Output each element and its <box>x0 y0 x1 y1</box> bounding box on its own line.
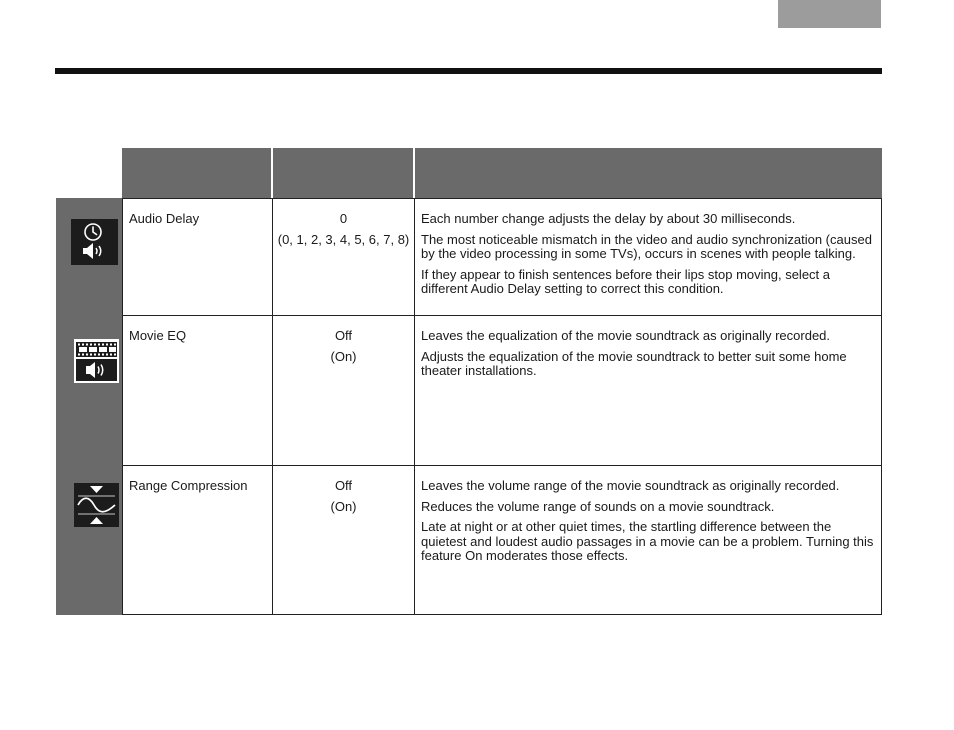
value-options: (On) <box>330 498 357 514</box>
header-cell-value <box>273 148 414 198</box>
value-options: (On) <box>330 348 357 364</box>
setting-name: Movie EQ <box>123 316 273 465</box>
description-paragraph: Leaves the volume range of the movie soundtrack as originally recorded. <box>421 478 840 493</box>
description-paragraph: Adjusts the equalization of the movie soundtrack to better suit some home theater installations. <box>421 348 847 378</box>
table-row <box>123 316 881 466</box>
description-paragraph: Leaves the equalization of the movie soundtrack as originally recorded. <box>421 328 831 343</box>
top-rule <box>55 68 882 74</box>
icon-column <box>56 198 122 615</box>
setting-values <box>273 199 415 315</box>
table-row <box>123 466 881 614</box>
setting-values <box>273 466 415 614</box>
description-paragraph: Reduces the volume range of sounds on a movie soundtrack. <box>421 498 775 514</box>
default-value: Off <box>334 328 353 343</box>
description-paragraph: If they appear to finish sentences before their lips stop moving, select a different Audio Delay setting to correct this condition. <box>421 266 831 296</box>
settings-table <box>122 198 882 615</box>
table-header <box>122 148 882 198</box>
default-value: 0 <box>339 211 348 226</box>
header-cell-description <box>415 148 882 198</box>
setting-values <box>273 316 415 465</box>
default-value: Off <box>334 478 353 493</box>
setting-name: Audio Delay <box>123 199 273 315</box>
setting-description <box>415 316 881 465</box>
clock-speaker-icon <box>71 219 118 265</box>
description-paragraph: Each number change adjusts the delay by about 30 milliseconds. <box>421 211 796 226</box>
table-row <box>123 199 881 316</box>
film-speaker-icon <box>74 339 119 383</box>
setting-name: Range Compression <box>123 466 273 614</box>
setting-description <box>415 199 881 315</box>
compression-wave-icon <box>74 483 119 527</box>
header-cell-setting <box>122 148 272 198</box>
description-paragraph: Late at night or at other quiet times, the startling difference between the quietest and loudest audio passages in a movie can be a problem. Turning this feature On moderates those effects. <box>421 519 874 563</box>
description-paragraph: The most noticeable mismatch in the video and audio synchronization (caused by the video processing in some TVs), occurs in scenes with people talking. <box>421 231 872 261</box>
value-options: (0, 1, 2, 3, 4, 5, 6, 7, 8) <box>277 231 410 247</box>
page-tab <box>778 0 881 28</box>
setting-description <box>415 466 881 614</box>
